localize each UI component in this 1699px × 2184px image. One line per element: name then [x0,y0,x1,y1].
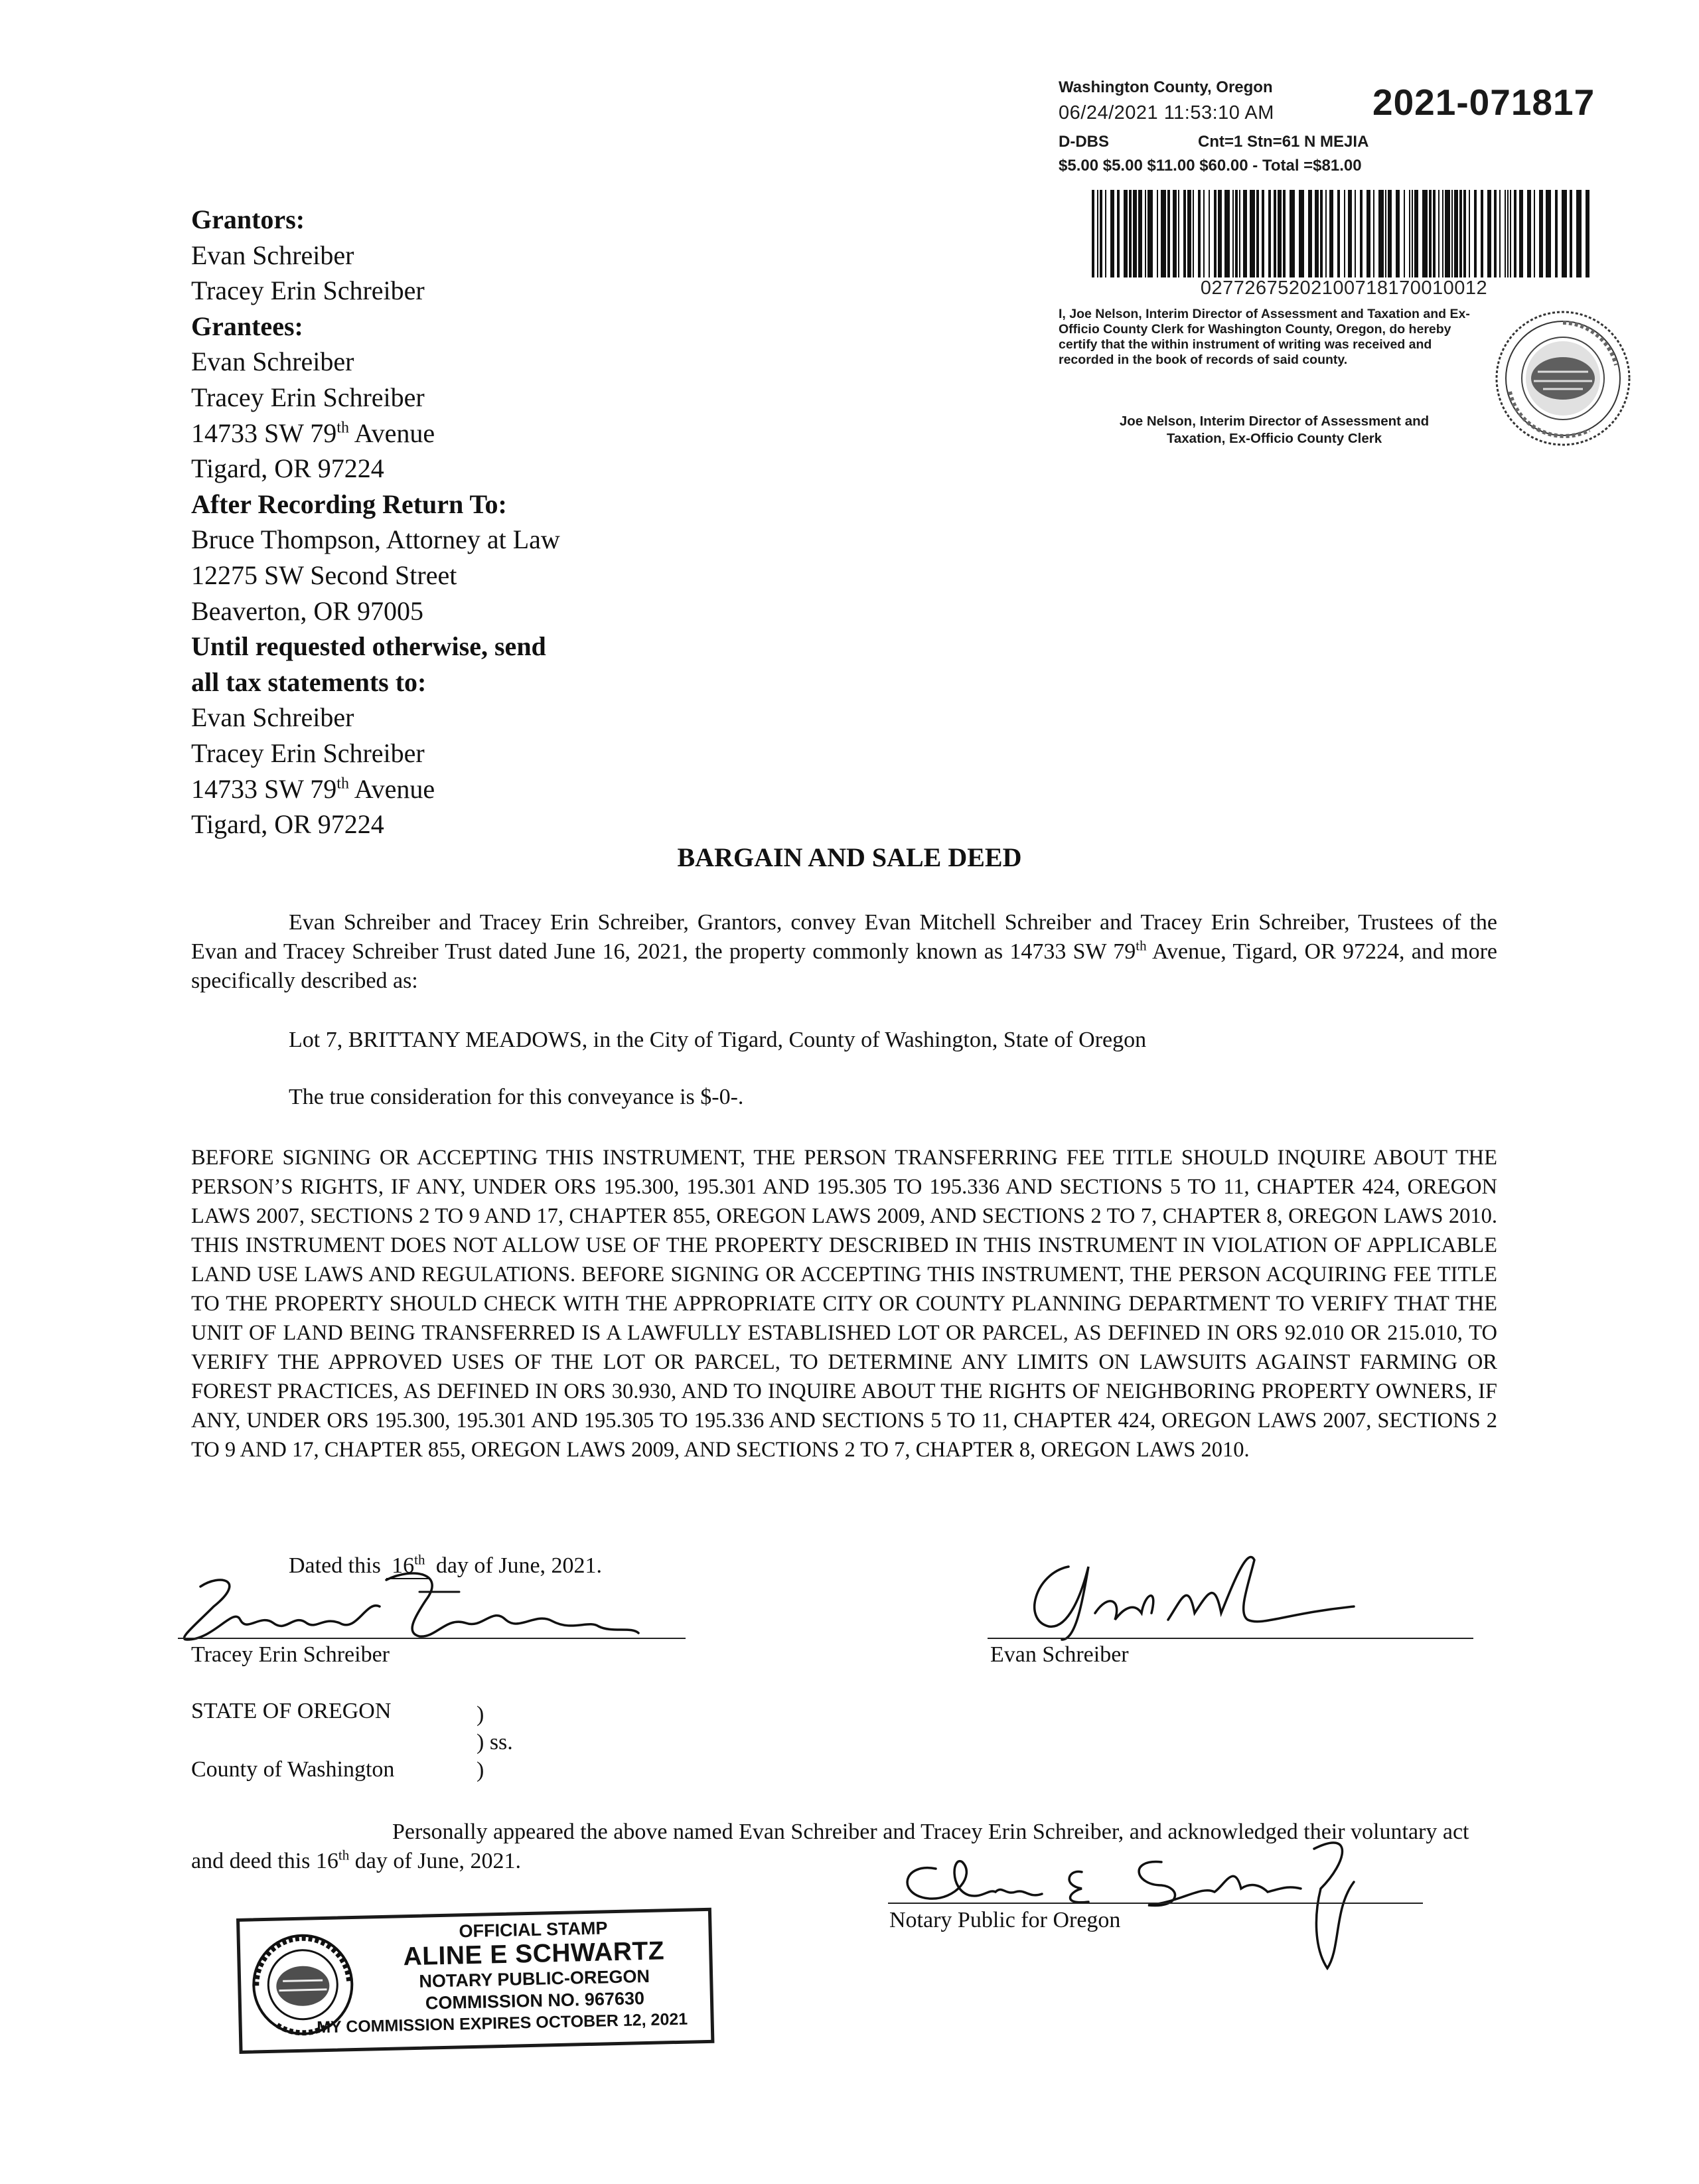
document-number: 2021-071817 [1372,82,1595,123]
barcode-bar [1117,190,1120,277]
barcode-bar [1161,190,1166,277]
barcode-bar [1451,190,1453,277]
grantee-street: 14733 SW 79th Avenue [191,418,435,448]
barcode-bar [1178,190,1179,277]
barcode-bar [1576,190,1582,277]
county-seal-icon [1490,305,1636,451]
barcode-bar [1499,190,1501,277]
barcode-bar [1474,190,1477,277]
barcode-bar [1250,190,1255,277]
conveyance-paragraph: Evan Schreiber and Tracey Erin Schreiber, Grantors, convey Evan Mitchell Schreiber and Tracey Erin Schreiber, Trustees of the Evan and Tracey Schreiber Trust dated June 16, 2021, the property commonly known as 14733 SW 79th Avenue, Tigard, OR 97224, and more specifically described as: [191,910,1497,993]
tax-city: Tigard, OR 97224 [191,809,384,840]
stamp-text [316,1916,711,2038]
evan-signature [1009,1540,1367,1646]
stamp-heading: OFFICIAL STAMP [459,1918,608,1942]
stamp-commission-number: COMMISSION NO. 967630 [425,1988,645,2013]
barcode-bar [1173,190,1177,277]
barcode-bar [1570,190,1572,277]
barcode [1092,190,1591,277]
barcode-bar [1235,190,1238,277]
barcode-bar [1414,190,1418,277]
barcode-bar [1337,190,1340,277]
return-name: Bruce Thompson, Attorney at Law [191,524,560,555]
barcode-bar [1459,190,1462,277]
barcode-bar [1105,190,1106,277]
grantors-label: Grantors: [191,204,305,234]
barcode-bar [1385,190,1386,277]
barcode-bar [1438,190,1440,277]
barcode-bar [1097,190,1098,277]
notary-stamp [236,1908,710,2051]
clerk-line-1: Joe Nelson, Interim Director of Assessment and [1119,414,1430,429]
barcode-bar [1129,190,1132,277]
barcode-bar [1494,190,1497,277]
barcode-bar [1388,190,1392,277]
signature-line-1 [178,1638,686,1639]
notary-signature-line [888,1903,1423,1904]
barcode-bar [1463,190,1466,277]
barcode-bar [1412,190,1413,277]
barcode-bar [1145,190,1146,277]
barcode-bar [1147,190,1153,277]
tracey-signature [174,1560,652,1653]
document-title: BARGAIN AND SALE DEED [677,842,1022,872]
stamp-notary-title: NOTARY PUBLIC-OREGON [419,1966,650,1991]
barcode-bar [1481,190,1483,277]
signature-line-2 [988,1638,1473,1639]
barcode-bar [1167,190,1170,277]
return-city: Beaverton, OR 97005 [191,595,423,626]
return-label: After Recording Return To: [191,489,507,519]
dated-line: Dated this 16th day of June, 2021. [289,1551,603,1578]
legal-description: Lot 7, BRITTANY MEADOWS, in the City of Tigard, County of Washington, State of Oregon [289,1028,1147,1052]
barcode-bar [1396,190,1400,277]
barcode-bar [1193,190,1194,277]
barcode-bar [1214,190,1217,277]
barcode-bar [1514,190,1516,277]
venue-county: County of Washington [191,1757,395,1782]
barcode-bar [1274,190,1276,277]
barcode-bar [1507,190,1509,277]
notary-signature [889,1822,1407,1975]
barcode-bar [1469,190,1470,277]
return-street: 12275 SW Second Street [191,560,457,590]
barcode-bar [1355,190,1356,277]
barcode-bar [1209,190,1210,277]
acknowledgment-paragraph: Personally appeared the above named Evan Schreiber and Tracey Erin Schreiber, and acknowledged their voluntary act and deed this 16th day of June, 2021. [191,1820,1469,1873]
barcode-bar [1157,190,1158,277]
barcode-bar [1348,190,1352,277]
barcode-bar [1586,190,1589,277]
barcode-bar [1555,190,1558,277]
tax-label-2: all tax statements to: [191,666,427,697]
venue-block [191,1697,394,1784]
barcode-bar [1325,190,1327,277]
consideration: The true consideration for this conveyance is $-0-. [289,1085,744,1109]
barcode-bar [1320,190,1323,277]
barcode-bar [1378,190,1384,277]
barcode-bar [1360,190,1363,277]
barcode-bar [1218,190,1222,277]
signer-2-label: Evan Schreiber [990,1642,1129,1667]
barcode-bar [1239,190,1240,277]
barcode-bar [1487,190,1491,277]
barcode-bar [1433,190,1436,277]
barcode-bar [1183,190,1186,277]
barcode-bar [1546,190,1551,277]
barcode-bar [1299,190,1304,277]
barcode-bar [1373,190,1374,277]
barcode-bar [1256,190,1259,277]
clerk-signature-block [1059,413,1490,447]
barcode-bar [1203,190,1205,277]
grantor-1: Evan Schreiber [191,240,354,270]
grantee-2: Tracey Erin Schreiber [191,382,425,412]
barcode-bar [1527,190,1531,277]
barcode-bar [1329,190,1333,277]
barcode-bar [1404,190,1405,277]
tax-name-2: Tracey Erin Schreiber [191,738,425,768]
barcode-bar [1534,190,1535,277]
stamp-notary-name: ALINE E SCHWARTZ [403,1936,665,1972]
barcode-bar [1308,190,1312,277]
barcode-bar [1422,190,1428,277]
grantor-2: Tracey Erin Schreiber [191,275,425,306]
barcode-bar [1283,190,1286,277]
barcode-bar [1110,190,1114,277]
barcode-bar [1133,190,1137,277]
recording-count-station: Cnt=1 Stn=61 N MEJIA [1198,133,1369,151]
notary-label: Notary Public for Oregon [889,1908,1121,1932]
barcode-bar [1510,190,1511,277]
address-block [191,202,560,842]
barcode-bar [1539,190,1543,277]
barcode-bar [1100,190,1102,277]
clerk-certification: I, Joe Nelson, Interim Director of Assessment and Taxation and Ex-Officio County Clerk for Washington County, Oregon, do hereby certify that the within instrument of writing was received and recorded in the book of records of said county. [1059,307,1470,367]
venue-state: STATE OF OREGON [191,1699,392,1723]
barcode-bar [1315,190,1319,277]
barcode-bar [1454,190,1458,277]
barcode-bar [1243,190,1247,277]
recording-fees: $5.00 $5.00 $11.00 $60.00 - Total =$81.00 [1059,157,1362,175]
barcode-bar [1290,190,1295,277]
venue-parens: ) ) ss. ) [477,1702,513,1782]
recording-code: D-DBS [1059,133,1109,151]
recording-datetime: 06/24/2021 11:53:10 AM [1059,102,1274,123]
grantee-city: Tigard, OR 97224 [191,453,384,484]
barcode-bar [1262,190,1264,277]
barcode-bar [1224,190,1230,277]
barcode-number: 02772675202100718170010012 [1200,277,1488,299]
clerk-line-2: Taxation, Ex-Officio County Clerk [1166,431,1382,446]
barcode-bar [1562,190,1567,277]
recording-county: Washington County, Oregon [1059,78,1273,96]
grantees-label: Grantees: [191,311,303,341]
barcode-bar [1344,190,1345,277]
barcode-bar [1429,190,1432,277]
barcode-bar [1278,190,1282,277]
barcode-bar [1268,190,1271,277]
barcode-bar [1232,190,1234,277]
barcode-bar [1367,190,1370,277]
grantee-1: Evan Schreiber [191,347,354,377]
barcode-bar [1442,190,1443,277]
statutory-notice: BEFORE SIGNING OR ACCEPTING THIS INSTRUMENT, THE PERSON TRANSFERRING FEE TITLE SHOULD INQUIRE ABOUT THE PERSON’S RIGHTS, IF ANY, UNDER ORS 195.300, 195.301 AND 195.305 TO 195.336 AND SECTIONS 5 TO 11, CHAPTER 424, OREGON LAWS 2007, SECTIONS 2 TO 9 AND 17, CHAPTER 855, OREGON LAWS 2009, AND SECTIONS 2 TO 7, CHAPTER 8, OREGON LAWS 2010. THIS INSTRUMENT DOES NOT ALLOW USE OF THE PROPERTY DESCRIBED IN THIS INSTRUMENT IN VIOLATION OF APPLICABLE LAND USE LAWS AND REGULATIONS. BEFORE SIGNING OR ACCEPTING THIS INSTRUMENT, THE PERSON ACQUIRING FEE TITLE TO THE PROPERTY SHOULD CHECK WITH THE APPROPRIATE CITY OR COUNTY PLANNING DEPARTMENT TO VERIFY THAT THE UNIT OF LAND BEING TRANSFERRED IS A LAWFULLY ESTABLISHED LOT OR PARCEL, AS DEFINED IN ORS 92.010 OR 215.010, TO VERIFY THE APPROVED USES OF THE LOT OR PARCEL, TO DETERMINE ANY LIMITS ON LAWSUITS AGAINST FARMING OR FOREST PRACTICES, AS DEFINED IN ORS 30.930, AND TO INQUIRE ABOUT THE RIGHTS OF NEIGHBORING PROPERTY OWNERS, IF ANY, UNDER ORS 195.300, 195.301 AND 195.305 TO 195.336 AND SECTIONS 5 TO 11, CHAPTER 424, OREGON LAWS 2007, SECTIONS 2 TO 9 AND 17, CHAPTER 855, OREGON LAWS 2009, AND SECTIONS 2 TO 7, CHAPTER 8, OREGON LAWS 2010. [191,1146,1497,1462]
tax-street: 14733 SW 79th Avenue [191,773,435,804]
barcode-bar [1187,190,1191,277]
barcode-bar [1519,190,1523,277]
tax-name-1: Evan Schreiber [191,702,354,733]
signer-1-label: Tracey Erin Schreiber [191,1642,390,1667]
stamp-expiration: MY COMMISSION EXPIRES OCTOBER 12, 2021 [316,2009,688,2037]
barcode-bar [1138,190,1142,277]
tax-label-1: Until requested otherwise, send [191,631,546,662]
barcode-bar [1124,190,1128,277]
barcode-bar [1092,190,1094,277]
barcode-bar [1505,190,1506,277]
barcode-bar [1198,190,1201,277]
barcode-bar [1409,190,1410,277]
barcode-bar [1445,190,1450,277]
